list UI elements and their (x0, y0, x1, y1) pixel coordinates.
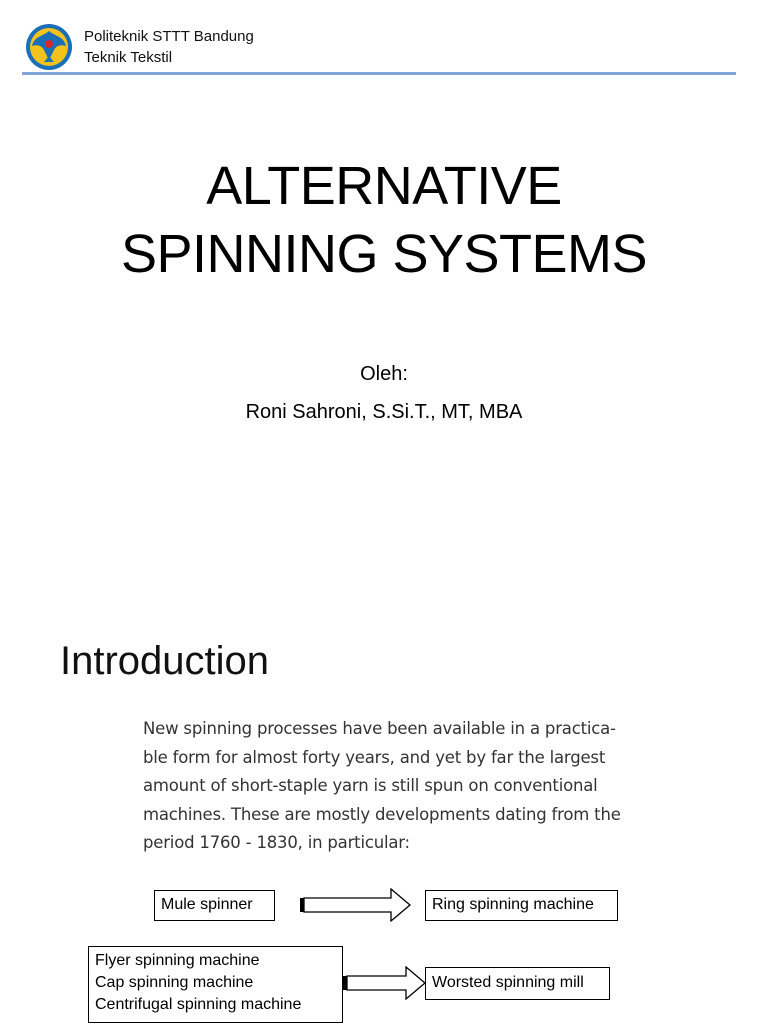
ring-spinning-machine-box: Ring spinning machine (425, 890, 618, 921)
flyer-cap-centrifugal-box (88, 946, 343, 1023)
arrow-right-icon (342, 966, 428, 1000)
paragraph-line: machines. These are mostly developments dating from the (143, 804, 621, 824)
byline (0, 355, 768, 431)
institution-line-2: Teknik Tekstil (84, 49, 173, 66)
byline-label: Oleh: (360, 363, 408, 385)
introduction-paragraph (143, 715, 643, 858)
box-line: Cap spinning machine (95, 974, 254, 991)
paragraph-line: period 1760 - 1830, in particular: (143, 833, 410, 852)
slide-title (0, 152, 768, 288)
header-divider (22, 72, 736, 75)
introduction-slide (0, 600, 768, 1024)
paragraph-line: ble form for almost forty years, and yet by far the largest (143, 747, 606, 767)
institution-line-1: Politeknik STTT Bandung (84, 28, 254, 45)
box-line: Centrifugal spinning machine (95, 996, 302, 1013)
paragraph-line: amount of short-staple yarn is still spun on conventional (143, 776, 598, 795)
title-line-2: SPINNING SYSTEMS (120, 224, 648, 284)
worsted-spinning-mill-box: Worsted spinning mill (425, 967, 610, 1000)
box-line: Flyer spinning machine (95, 952, 260, 969)
title-line-1: ALTERNATIVE (206, 156, 562, 216)
institution-name (84, 26, 254, 68)
institution-logo (24, 22, 74, 72)
mule-spinner-box: Mule spinner (154, 890, 275, 921)
author-name: Roni Sahroni, S.Si.T., MT, MBA (245, 401, 523, 423)
paragraph-line: New spinning processes have been available in a practica- (143, 719, 616, 738)
arrow-right-icon (299, 888, 413, 922)
introduction-heading: Introduction (60, 639, 270, 683)
